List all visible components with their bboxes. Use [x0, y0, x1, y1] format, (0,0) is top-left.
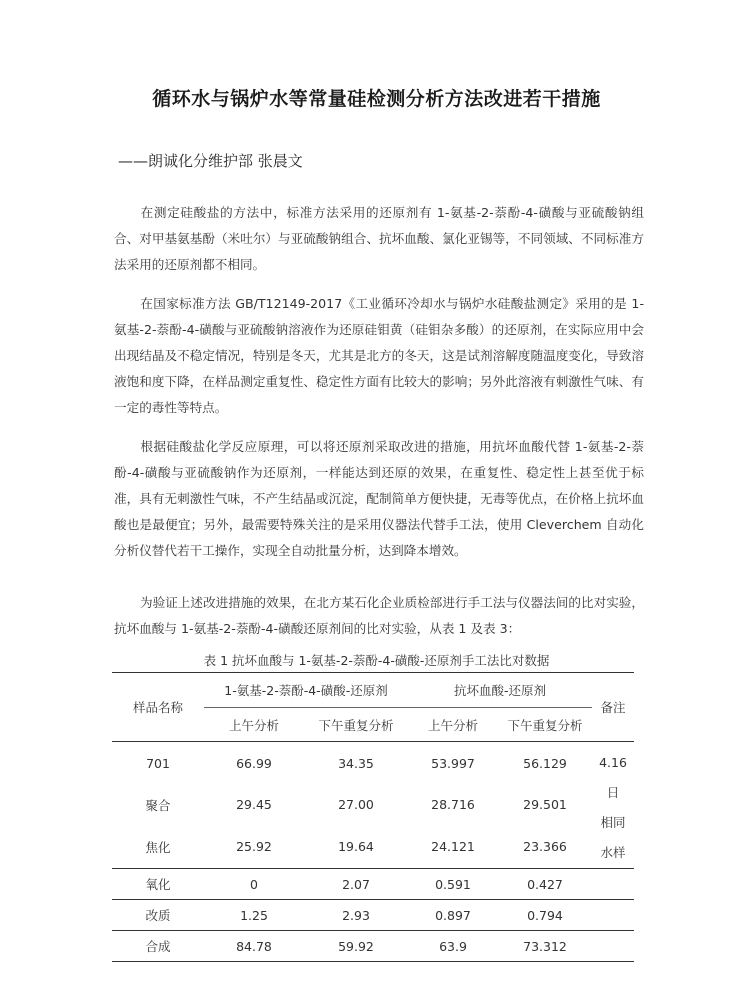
table-row: [112, 742, 634, 785]
cell-a-pm: 2.07: [304, 869, 408, 900]
table-row: [112, 869, 634, 900]
header-group-a: 1-氨基-2-萘酚-4-磺酸-还原剂: [204, 673, 408, 708]
paragraph-3: [114, 434, 644, 564]
cell-a-am: 84.78: [204, 931, 304, 962]
header-b-pm: 下午重复分析: [498, 708, 592, 742]
cell-a-am: 66.99: [236, 755, 272, 771]
table-row: [112, 784, 634, 826]
paragraph-4-text: 为验证上述改进措施的效果，在北方某石化企业质检部进行手工法与仪器法间的比对实验，抗坏血酸与 1-氨基-2-萘酚-4-磺酸还原剂间的比对实验，从表 1 及表 3：: [114, 595, 644, 636]
empty-remark-cell: [592, 869, 634, 900]
paragraph-1: [114, 200, 644, 278]
cell-a-pm: 2.93: [304, 900, 408, 931]
remark-cell: [592, 742, 634, 869]
cell-b-am: 0.897: [408, 900, 498, 931]
cell-name: 合成: [112, 931, 204, 962]
header-a-am: 上午分析: [204, 708, 304, 742]
cell-a-am: 0: [204, 869, 304, 900]
cell-a-pm: 27.00: [338, 797, 374, 813]
cell-a-am: 29.45: [236, 797, 272, 813]
cell-a-pm: 59.92: [304, 931, 408, 962]
table-caption: 表 1 抗坏血酸与 1-氨基-2-萘酚-4-磺酸-还原剂手工法比对数据: [203, 653, 550, 668]
document-title: 循环水与锅炉水等常量硅检测分析方法改进若干措施: [152, 88, 601, 110]
cell-name: 焦化: [112, 826, 204, 869]
cell-b-pm: 23.366: [498, 826, 592, 869]
paragraph-3-text: 根据硅酸盐化学反应原理，可以将还原剂采取改进的措施，用抗坏血酸代替 1-氨基-2-萘酚-4-磺酸与亚硫酸钠作为还原剂，一样能达到还原的效果，在重复性、稳定性上甚至优于标准，具有无刺激性气味，不产生结晶或沉淀，配制简单方便快捷，无毒等优点，在价格上抗坏血酸也是最便宜；另外，最需要特殊关注的是采用仪器法代替手工法，使用 Cleverchem 自动化分析仪替代若干工操作，实现全自动批量分析，达到降本增效。: [114, 439, 644, 558]
table-row: [112, 931, 634, 962]
cell-a-am: 1.25: [204, 900, 304, 931]
cell-b-pm: 0.427: [498, 869, 592, 900]
cell-a-pm: 34.35: [338, 755, 374, 771]
cell-b-pm: 73.312: [498, 931, 592, 962]
cell-b-am: 53.997: [431, 755, 475, 771]
header-a-pm: 下午重复分析: [304, 708, 408, 742]
cell-a-pm: 19.64: [304, 826, 408, 869]
cell-b-am: 28.716: [431, 797, 475, 813]
cell-b-am: 63.9: [408, 931, 498, 962]
paragraph-4: [114, 590, 644, 642]
cell-a-am: 25.92: [204, 826, 304, 869]
cell-name: 氧化: [112, 869, 204, 900]
cell-b-pm: 56.129: [523, 755, 567, 771]
cell-b-pm: 0.794: [498, 900, 592, 931]
empty-remark-cell: [592, 931, 634, 962]
paragraph-1-text: 在测定硅酸盐的方法中，标准方法采用的还原剂有 1-氨基-2-萘酚-4-磺酸与亚硫酸钠组合、对甲基氨基酚（米吐尔）与亚硫酸钠组合、抗坏血酸、氯化亚锡等，不同领域、不同标准方法采用的还原剂都不相同。: [114, 205, 644, 272]
table-row: [112, 900, 634, 931]
cell-name: 改质: [112, 900, 204, 931]
cell-b-pm: 29.501: [523, 797, 567, 813]
table-row: [112, 826, 634, 869]
remark-line-2: 相同: [600, 815, 626, 830]
cell-name: 701: [146, 755, 170, 771]
cell-name: 聚合: [145, 797, 171, 813]
header-b-am: 上午分析: [408, 708, 498, 742]
remark-line-1: 4.16 日: [599, 755, 627, 800]
cell-b-am: 0.591: [408, 869, 498, 900]
header-group-b: 抗坏血酸-还原剂: [408, 673, 592, 708]
header-sample: 样品名称: [112, 673, 204, 742]
paragraph-2-text: 在国家标准方法 GB/T12149-2017《工业循环冷却水与锅炉水硅酸盐测定》采用的是 1-氨基-2-萘酚-4-磺酸与亚硫酸钠溶液作为还原硅钼黄（硅钼杂多酸）的还原剂，在实际应用中会出现结晶及不稳定情况，特别是冬天，尤其是北方的冬天，这是试剂溶解度随温度变化，导致溶液饱和度下降，在样品测定重复性、稳定性方面有比较大的影响；另外此溶液有刺激性气味、有一定的毒性等特点。: [114, 296, 644, 415]
cell-b-am: 24.121: [408, 826, 498, 869]
paragraph-2: [114, 291, 644, 421]
header-remark: 备注: [592, 673, 634, 742]
data-table: [112, 672, 634, 962]
empty-remark-cell: [592, 900, 634, 931]
author-line: ——朗诚化分维护部 张晨文: [118, 152, 303, 170]
remark-line-3: 水样: [600, 845, 626, 860]
